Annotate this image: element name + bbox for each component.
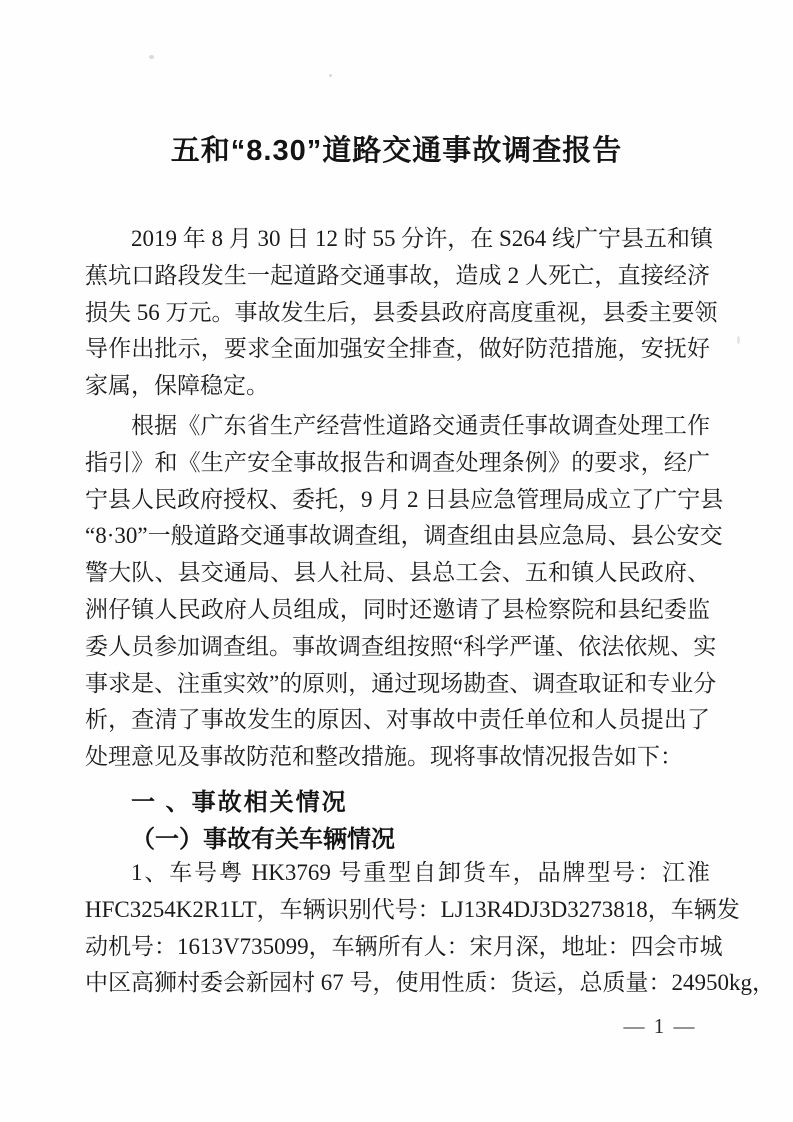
text-line: 蕉坑口路段发生一起道路交通事故，造成 2 人死亡，直接经济: [85, 262, 710, 288]
text-line: HFC3254K2R1LT，车辆识别代号：LJ13R4DJ3D3273818，车辆发: [85, 896, 740, 922]
text-line: 指引》和《生产安全事故报告和调查处理条例》的要求，经广: [85, 449, 710, 475]
text-line: 析，查清了事故发生的原因、对事故中责任单位和人员提出了: [85, 707, 710, 733]
text-line: 中区高狮村委会新园村 67 号，使用性质：货运，总质量：24950kg，: [85, 970, 775, 996]
section-heading: 一 、事故相关情况: [131, 789, 348, 816]
text-line: 事求是、注重实效”的原则，通过现场勘查、调查取证和专业分: [85, 670, 717, 696]
text-line: 导作出批示，要求全面加强安全排查，做好防范措施，安抚好: [85, 336, 710, 362]
scan-speck: [149, 55, 154, 59]
text-line: 1、车号粤 HK3769 号重型自卸货车，品牌型号：江淮: [131, 860, 710, 885]
document-title: 五和“8.30”道路交通事故调查报告: [170, 135, 623, 167]
text-line: 处理意见及事故防范和整改措施。现将事故情况报告如下：: [85, 744, 683, 770]
text-line: 洲仔镇人民政府人员组成，同时还邀请了县检察院和县纪委监: [85, 596, 710, 622]
text-line: 2019 年 8 月 30 日 12 时 55 分许，在 S264 线广宁县五和镇: [131, 226, 714, 251]
paragraph-investigation-team: [85, 408, 724, 776]
text-line: “8·30”一般道路交通事故调查组，调查组由县应急局、县公安交: [85, 523, 723, 549]
text-line: 动机号：1613V735099，车辆所有人：宋月深，地址：四会市城: [85, 933, 723, 959]
text-line: 宁县人民政府授权、委托，9 月 2 日县应急管理局成立了广宁县: [85, 486, 724, 512]
text-line: 损失 56 万元。事故发生后，县委县政府高度重视，县委主要领: [85, 299, 718, 325]
scan-speck: [737, 336, 740, 344]
paragraph-vehicle-info: [85, 855, 775, 1002]
text-line: 警大队、县交通局、县人社局、县总工会、五和镇人民政府、: [85, 560, 710, 586]
paragraph-accident-intro: [85, 221, 718, 405]
page-number: — 1 —: [623, 1014, 697, 1038]
subsection-heading: （一）事故有关车辆情况: [131, 826, 395, 853]
text-line: 委人员参加调查组。事故调查组按照“科学严谨、依法依规、实: [85, 633, 717, 659]
text-line: 家属，保障稳定。: [85, 373, 269, 399]
text-line: 根据《广东省生产经营性道路交通责任事故调查处理工作: [131, 413, 710, 438]
scan-speck: [329, 74, 332, 77]
